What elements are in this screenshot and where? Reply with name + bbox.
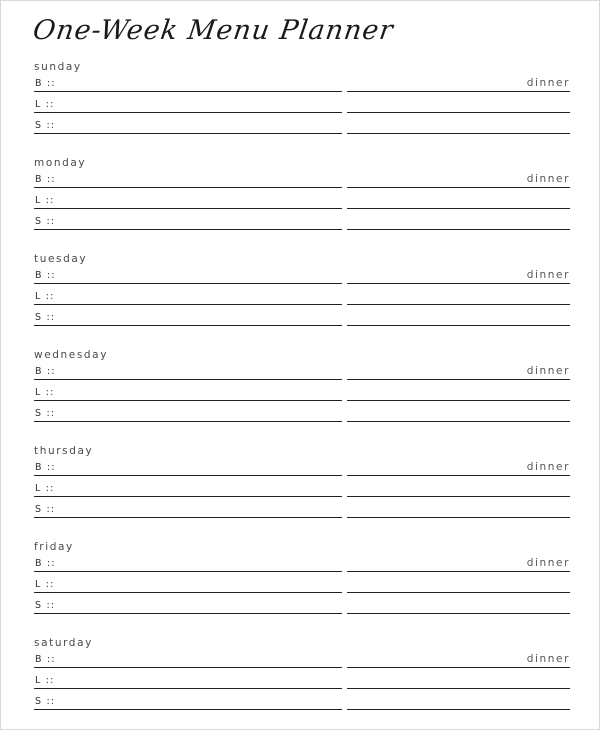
underline <box>34 613 342 614</box>
row-snack <box>34 402 571 422</box>
dinner-label: dinner <box>526 365 570 377</box>
dinner-field-line-1[interactable] <box>347 667 570 668</box>
meal-label-breakfast: B :: <box>35 366 56 377</box>
row-breakfast <box>34 72 571 92</box>
breakfast-field[interactable] <box>60 556 340 570</box>
underline <box>34 592 342 593</box>
row-breakfast <box>34 168 571 188</box>
row-breakfast <box>34 552 571 572</box>
meal-label-lunch: L :: <box>35 99 55 110</box>
dinner-field-line-3[interactable] <box>347 325 570 326</box>
dinner-field-line-1[interactable] <box>347 187 570 188</box>
dinner-field-line-1[interactable] <box>347 91 570 92</box>
dinner-field-line-3[interactable] <box>347 613 570 614</box>
meal-label-breakfast: B :: <box>35 558 56 569</box>
snack-field[interactable] <box>60 502 340 516</box>
meal-label-lunch: L :: <box>35 195 55 206</box>
day-label: monday <box>34 157 87 169</box>
dinner-field-line-3[interactable] <box>347 133 570 134</box>
dinner-field-line-2[interactable] <box>347 688 570 689</box>
underline <box>34 709 342 710</box>
meal-label-snack: S :: <box>35 312 56 323</box>
day-label: wednesday <box>34 349 109 361</box>
dinner-label: dinner <box>526 269 570 281</box>
dinner-label: dinner <box>526 77 570 89</box>
row-lunch <box>34 477 571 497</box>
lunch-field[interactable] <box>60 673 340 687</box>
dinner-label: dinner <box>526 557 570 569</box>
day-label: tuesday <box>34 253 88 265</box>
dinner-field-line-2[interactable] <box>347 208 570 209</box>
day-label: thursday <box>34 445 94 457</box>
snack-field[interactable] <box>60 694 340 708</box>
underline <box>34 304 342 305</box>
dinner-field-line-1[interactable] <box>347 571 570 572</box>
day-section-monday <box>34 157 571 253</box>
meal-label-lunch: L :: <box>35 291 55 302</box>
day-section-tuesday <box>34 253 571 349</box>
dinner-label: dinner <box>526 653 570 665</box>
snack-field[interactable] <box>60 118 340 132</box>
breakfast-field[interactable] <box>60 172 340 186</box>
row-lunch <box>34 93 571 113</box>
dinner-field-line-3[interactable] <box>347 709 570 710</box>
dinner-field-line-1[interactable] <box>347 283 570 284</box>
meal-label-snack: S :: <box>35 600 56 611</box>
dinner-label: dinner <box>526 173 570 185</box>
row-breakfast <box>34 456 571 476</box>
dinner-field-line-2[interactable] <box>347 496 570 497</box>
row-lunch <box>34 669 571 689</box>
underline <box>34 400 342 401</box>
breakfast-field[interactable] <box>60 364 340 378</box>
lunch-field[interactable] <box>60 289 340 303</box>
dinner-label: dinner <box>526 461 570 473</box>
day-label: friday <box>34 541 74 553</box>
row-breakfast <box>34 648 571 668</box>
underline <box>34 475 342 476</box>
meal-label-snack: S :: <box>35 408 56 419</box>
day-label: saturday <box>34 637 93 649</box>
lunch-field[interactable] <box>60 577 340 591</box>
underline <box>34 517 342 518</box>
row-lunch <box>34 189 571 209</box>
dinner-field-line-1[interactable] <box>347 379 570 380</box>
meal-label-snack: S :: <box>35 120 56 131</box>
dinner-field-line-1[interactable] <box>347 475 570 476</box>
breakfast-field[interactable] <box>60 268 340 282</box>
page-title: One-Week Menu Planner <box>31 15 396 46</box>
day-section-saturday <box>34 637 571 733</box>
dinner-field-line-3[interactable] <box>347 517 570 518</box>
dinner-field-line-2[interactable] <box>347 112 570 113</box>
row-lunch <box>34 573 571 593</box>
row-snack <box>34 690 571 710</box>
underline <box>34 112 342 113</box>
snack-field[interactable] <box>60 598 340 612</box>
underline <box>34 379 342 380</box>
meal-label-lunch: L :: <box>35 675 55 686</box>
underline <box>34 229 342 230</box>
underline <box>34 688 342 689</box>
row-breakfast <box>34 360 571 380</box>
row-breakfast <box>34 264 571 284</box>
dinner-field-line-3[interactable] <box>347 421 570 422</box>
meal-label-breakfast: B :: <box>35 78 56 89</box>
breakfast-field[interactable] <box>60 652 340 666</box>
meal-label-breakfast: B :: <box>35 654 56 665</box>
underline <box>34 208 342 209</box>
meal-label-snack: S :: <box>35 696 56 707</box>
dinner-field-line-2[interactable] <box>347 400 570 401</box>
underline <box>34 91 342 92</box>
underline <box>34 283 342 284</box>
underline <box>34 325 342 326</box>
row-snack <box>34 306 571 326</box>
meal-label-breakfast: B :: <box>35 270 56 281</box>
underline <box>34 496 342 497</box>
meal-label-snack: S :: <box>35 504 56 515</box>
row-snack <box>34 114 571 134</box>
dinner-field-line-2[interactable] <box>347 592 570 593</box>
meal-label-lunch: L :: <box>35 579 55 590</box>
meal-label-lunch: L :: <box>35 387 55 398</box>
underline <box>34 133 342 134</box>
meal-label-breakfast: B :: <box>35 462 56 473</box>
row-lunch <box>34 381 571 401</box>
row-lunch <box>34 285 571 305</box>
underline <box>34 187 342 188</box>
underline <box>34 667 342 668</box>
snack-field[interactable] <box>60 406 340 420</box>
dinner-field-line-3[interactable] <box>347 229 570 230</box>
row-snack <box>34 210 571 230</box>
row-snack <box>34 594 571 614</box>
meal-label-breakfast: B :: <box>35 174 56 185</box>
snack-field[interactable] <box>60 310 340 324</box>
day-section-thursday <box>34 445 571 541</box>
lunch-field[interactable] <box>60 97 340 111</box>
lunch-field[interactable] <box>60 385 340 399</box>
day-section-sunday <box>34 61 571 157</box>
day-section-wednesday <box>34 349 571 445</box>
meal-label-lunch: L :: <box>35 483 55 494</box>
lunch-field[interactable] <box>60 481 340 495</box>
breakfast-field[interactable] <box>60 76 340 90</box>
snack-field[interactable] <box>60 214 340 228</box>
dinner-field-line-2[interactable] <box>347 304 570 305</box>
underline <box>34 571 342 572</box>
day-section-friday <box>34 541 571 637</box>
row-snack <box>34 498 571 518</box>
meal-label-snack: S :: <box>35 216 56 227</box>
underline <box>34 421 342 422</box>
day-label: sunday <box>34 61 82 73</box>
breakfast-field[interactable] <box>60 460 340 474</box>
lunch-field[interactable] <box>60 193 340 207</box>
